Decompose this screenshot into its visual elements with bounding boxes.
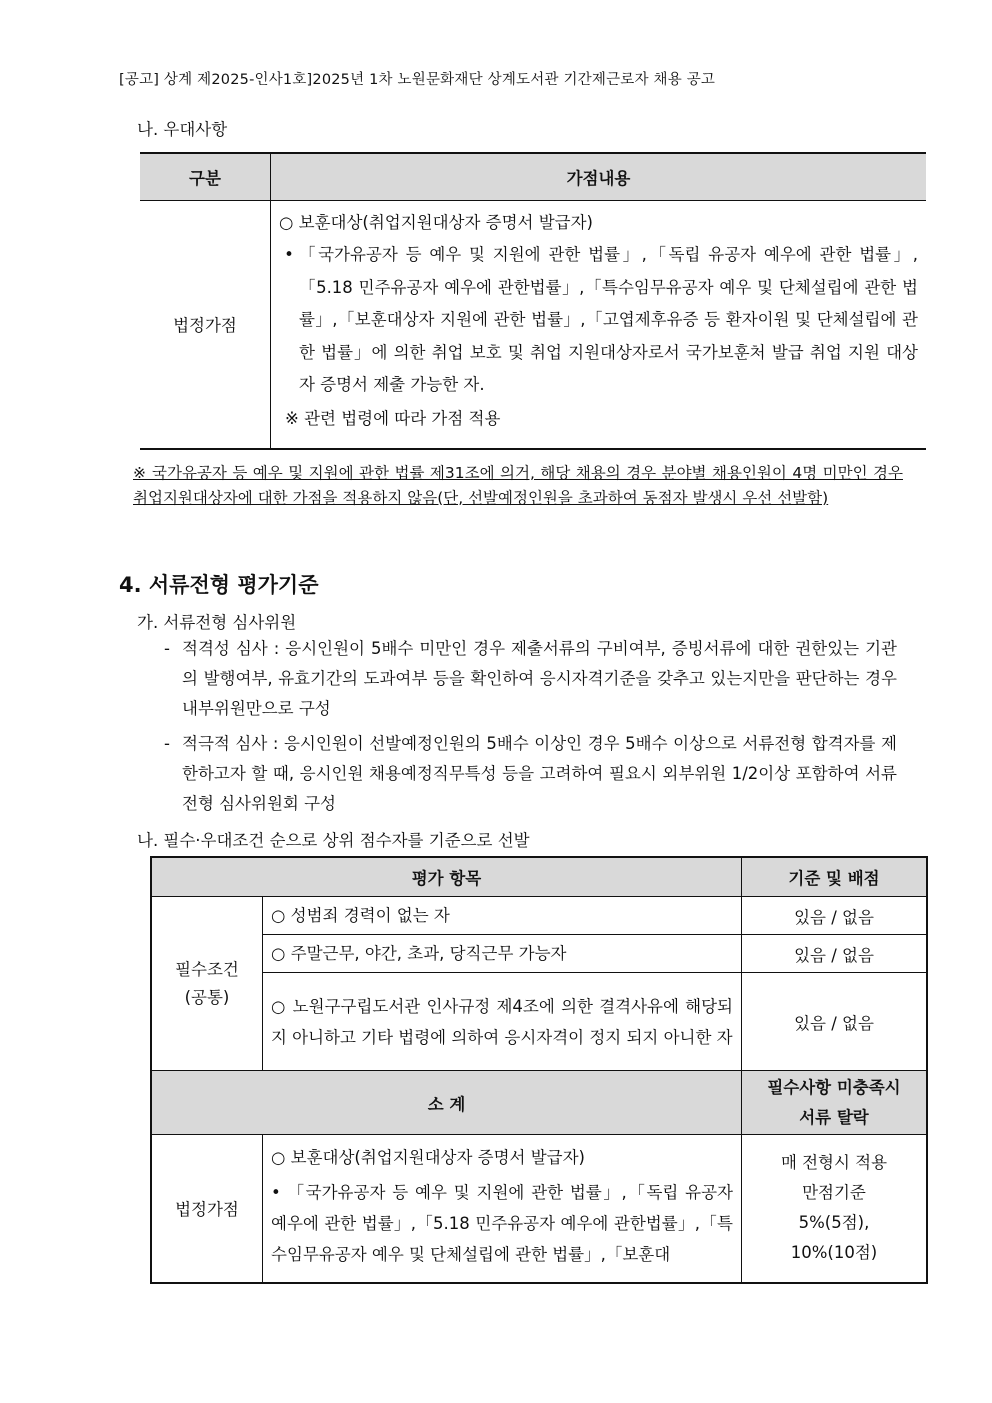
document-header: [공고] 상계 제2025-인사1호]2025년 1차 노원문화재단 상계도서관 기간제근로자 채용 공고 bbox=[119, 72, 716, 88]
bullet-mark: • bbox=[284, 245, 294, 264]
law-note: ※ 관련 법령에 따라 가점 적용 bbox=[285, 408, 501, 428]
section-4-title: 4. 서류전형 평가기준 bbox=[119, 573, 319, 597]
bonus-bullet-text: • 「국가유공자 등 예우 및 지원에 관한 법률」,「독립 유공자 예우에 관한 법률」,「5.18 민주유공자 예우에 관한법률」,「특수임무유공자 예우 및 단체설립에 관한 법률」,「보훈대 bbox=[271, 1183, 733, 1264]
list-item bbox=[164, 729, 897, 819]
bonus-score-line2: 만점기준 bbox=[802, 1183, 866, 1203]
subtotal-score-line2: 서류 탈락 bbox=[799, 1107, 869, 1127]
subtotal-label: 소 계 bbox=[151, 1071, 742, 1135]
required-label-cell bbox=[151, 897, 263, 1071]
section-na2-heading: 나. 필수·우대조건 순으로 상위 점수자를 기준으로 선발 bbox=[137, 831, 530, 850]
table-row bbox=[151, 1135, 927, 1283]
dash-mark: - bbox=[164, 734, 170, 753]
header-category: 구분 bbox=[140, 153, 271, 201]
required-score-3: 있음 / 없음 bbox=[742, 973, 928, 1071]
list-item bbox=[164, 634, 897, 724]
table-row bbox=[151, 935, 927, 973]
required-item-2: ○ 주말근무, 야간, 초과, 당직근무 가능자 bbox=[263, 935, 742, 973]
required-label: 필수조건 bbox=[175, 959, 239, 979]
subtotal-row bbox=[151, 1071, 927, 1135]
bonus-score-cell bbox=[742, 1135, 928, 1283]
header-bonus-content: 가점내용 bbox=[271, 153, 927, 201]
bonus-label: 법정가점 bbox=[151, 1135, 263, 1283]
subtotal-score-line1: 필수사항 미충족시 bbox=[767, 1077, 901, 1097]
bonus-content-cell bbox=[271, 201, 927, 449]
required-score-1: 있음 / 없음 bbox=[742, 897, 928, 935]
section-ga-heading: 가. 서류전형 심사위원 bbox=[137, 613, 297, 632]
eligibility-review-text: 적격성 심사 : 응시인원이 5배수 미만인 경우 제출서류의 구비여부, 증빙서류에 대한 권한있는 기관의 발행여부, 유효기간의 도과여부 등을 확인하여 응시자격기준을 갖추고 있는지만을 판단하는 경우 내부위원만으로 구성 bbox=[182, 639, 897, 718]
active-review-text: 적극적 심사 : 응시인원이 선발예정인원의 5배수 이상인 경우 5배수 이상으로 서류전형 합격자를 제한하고자 할 때, 응시인원 채용예정직무특성 등을 고려하여 필요시 외부위원 1/2이상 포함하여 서류전형 심사위원회 구성 bbox=[182, 734, 897, 813]
row-label-legal-bonus: 법정가점 bbox=[140, 201, 271, 449]
header-criteria-score: 기준 및 배점 bbox=[742, 857, 928, 897]
veterans-circle-item: ○ 보훈대상(취업지원대상자 증명서 발급자) bbox=[279, 213, 593, 232]
bonus-circle-item: ○ 보훈대상(취업지원대상자 증명서 발급자) bbox=[271, 1148, 585, 1167]
bonus-score-line3: 5%(5점), bbox=[798, 1213, 870, 1233]
required-item-3: ○ 노원구구립도서관 인사규정 제4조에 의한 결격사유에 해당되지 아니하고 기타 법령에 의하여 응시자격이 정지 되지 아니한 자 bbox=[263, 973, 742, 1071]
required-score-2: 있음 / 없음 bbox=[742, 935, 928, 973]
law-list-bullet bbox=[279, 239, 918, 402]
required-item-1: ○ 성범죄 경력이 없는 자 bbox=[263, 897, 742, 935]
table-row bbox=[151, 897, 927, 935]
header-evaluation-item: 평가 항목 bbox=[151, 857, 742, 897]
table-row bbox=[140, 201, 926, 449]
underlined-notice: ※ 국가유공자 등 예우 및 지원에 관한 법률 제31조에 의거, 해당 채용의 경우 분야별 채용인원이 4명 미만인 경우 취업지원대상자에 대한 가점을 적용하지 않음(단, 선발예정인원을 초과하여 동점자 발생시 우선 선발함) bbox=[133, 464, 903, 507]
table-header-row bbox=[151, 857, 927, 897]
required-label-common: (공통) bbox=[184, 987, 230, 1007]
table-row bbox=[151, 973, 927, 1071]
bonus-points-table bbox=[140, 152, 926, 450]
subtotal-score-cell bbox=[742, 1071, 928, 1135]
bonus-item-cell bbox=[263, 1135, 742, 1283]
bonus-score-line1: 매 전형시 적용 bbox=[780, 1153, 888, 1173]
section-na-heading: 나. 우대사항 bbox=[137, 120, 228, 139]
bonus-score-line4: 10%(10점) bbox=[790, 1243, 878, 1263]
law-list-text: 「국가유공자 등 예우 및 지원에 관한 법률」,「독립 유공자 예우에 관한 법률」,「5.18 민주유공자 예우에 관한법률」,「특수임무유공자 예우 및 단체설립에 관한 법률」,「보훈대상자 지원에 관한 법률」,「고엽제후유증 등 환자이원 및 단체설립에 관한 법률」에 의한 취업 보호 및 취업 지원대상자로서 국가보훈처 발급 취업 지원 대상자 증명서 제출 가능한 자. bbox=[299, 245, 918, 394]
dash-mark: - bbox=[164, 639, 170, 658]
table-header-row bbox=[140, 153, 926, 201]
evaluation-table bbox=[150, 856, 928, 1284]
